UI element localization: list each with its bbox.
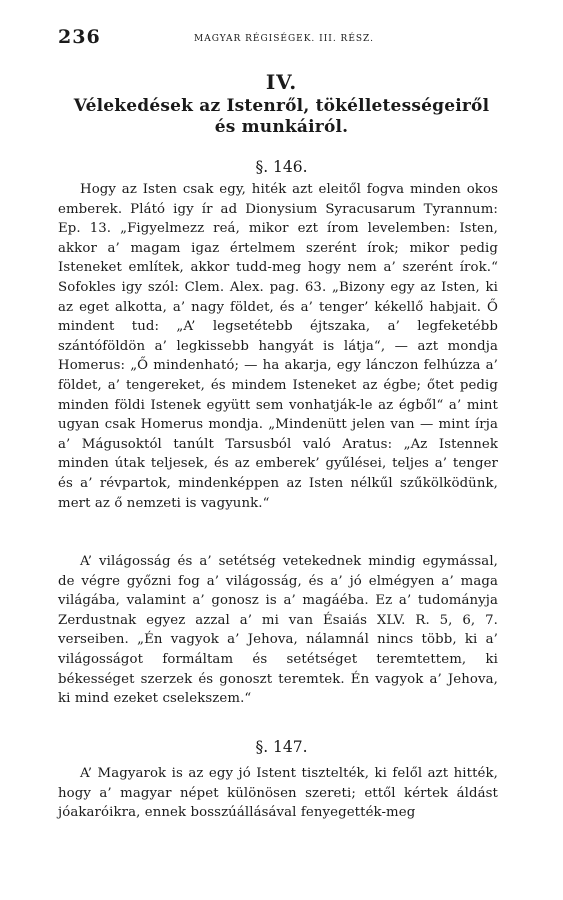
- chapter-title: [40, 96, 523, 138]
- page-number: 236: [58, 26, 101, 48]
- running-head: MAGYAR RÉGISÉGEK. III. RÉSZ.: [194, 34, 375, 44]
- page-header: [58, 26, 523, 48]
- chapter-title-line-1: Vélekedések az Istenről, tökélletességeiről: [73, 96, 490, 116]
- paragraph-147: [58, 764, 498, 823]
- paragraph-text: A’ Magyarok is az egy jó Istent tisztelték, ki felől azt hitték, hogy a’ magyar népet különösen szereti; ettől kértek áldást jóakaróikra, ennek bosszúállásával fenyegették-meg: [58, 766, 498, 821]
- paragraph-146-continued: [58, 552, 498, 709]
- paragraph-146: [58, 180, 498, 513]
- chapter-title-line-2: és munkáiról.: [214, 117, 349, 137]
- paragraph-text: Hogy az Isten csak egy, hiték azt eleitől fogva minden okos emberek. Plátó igy ír ad Dionysium Syracusarum Tyrannum: Ep. 13. „Figyelmezz reá, mikor ezt írom levelemben: Isten, akkor a’ magam igaz értelmem szerént írok; mikor pedig Isteneket említek, akkor tudd-meg hogy nem a’ szerént írok.“ Sofokles igy szól: Clem. Alex. pag. 63. „Bizony egy az Isten, ki az eget alkotta, a’ nagy földet, és a’ tenger’ kékellő habjait. Ő mindent tud: „A’ legsetétebb éjtszaka, a’ legfeketébb szántóföldön a’ legkissebb hangyát is látja“, — azt mondja Homerus: „Ő mindenható; — ha akarja, egy lánczon felhúzza a’ földet, a’ tengereket, és mindem Isteneket az égbe; őtet pedig minden földi Istenek együtt sem vonhatják-le az égből“ a’ mint ugyan csak Homerus mondja. „Mindenütt jelen van — mint írja a’ Mágusoktól tanúlt Tarsusból való Aratus: „Az Istennek minden útak teljesek, és az emberek’ gyűlései, teljes a’ tenger és a’ révpartok, mindenképpen az Isten nélkűl szűkölködünk, mert az ő nemzeti is vagyunk.“: [58, 182, 498, 511]
- paragraph-text: A’ világosság és a’ setétség vetekednek mindig egymással, de végre győzni fog a’ világosság, és a’ jó elmégyen a’ maga világába, valamint a’ gonosz is a’ magáéba. Ez a’ tudományja Zerdustnak egyez azzal a’ mi van Ésaiás XLV. R. 5, 6, 7. verseiben. „Én vagyok a’ Jehova, nálamnál nincs több, ki a’ világosságot formáltam és setétséget teremtettem, ki békességet szerzek és gonoszt teremtek. Én vagyok a’ Jehova, ki mind ezeket cselekszem.“: [58, 554, 498, 707]
- section-heading-147: §. 147.: [255, 738, 308, 756]
- section-heading-146: §. 146.: [255, 158, 308, 176]
- chapter-number: IV.: [265, 70, 298, 94]
